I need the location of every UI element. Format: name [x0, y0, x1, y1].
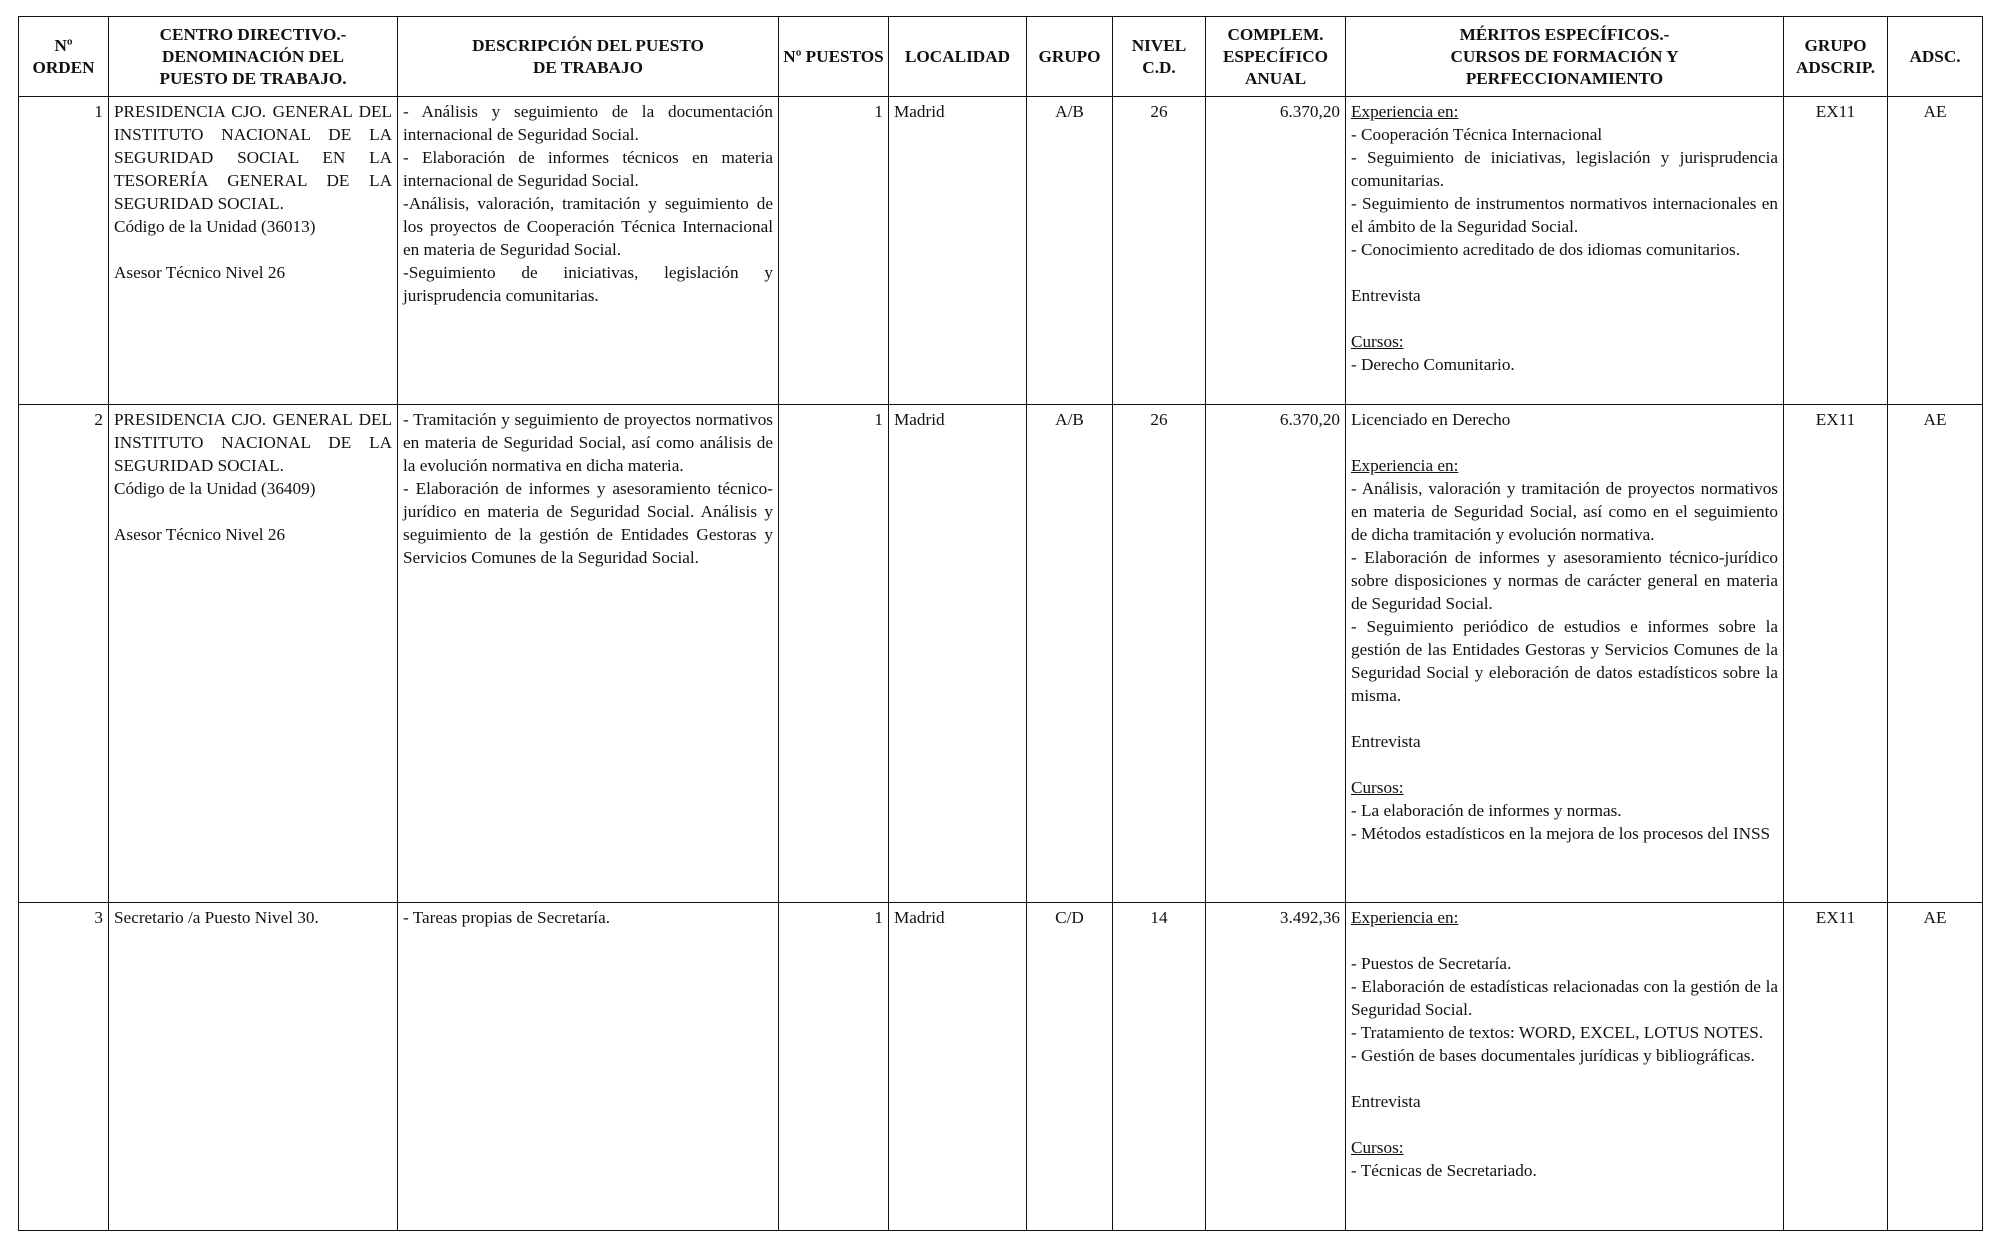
header-puestos: Nº PUESTOS	[779, 17, 889, 97]
header-complem: COMPLEM. ESPECÍFICO ANUAL	[1206, 17, 1346, 97]
cell-grupo-adscrip: EX11	[1784, 405, 1888, 903]
cell-grupo-adscrip: EX11	[1784, 903, 1888, 1231]
header-row	[19, 17, 1983, 97]
cell-localidad: Madrid	[889, 405, 1027, 903]
cell-localidad: Madrid	[889, 903, 1027, 1231]
cell-orden: 2	[19, 405, 109, 903]
cell-grupo: C/D	[1027, 903, 1113, 1231]
header-centro: CENTRO DIRECTIVO.- DENOMINACIÓN DEL PUESTO DE TRABAJO.	[109, 17, 398, 97]
cell-meritos: Experiencia en: - Puestos de Secretaría. - Elaboración de estadísticas relacionadas con la gestión de la Seguridad Social. - Tratamiento de textos: WORD, EXCEL, LOTUS NOTES. - Gestión de bases documentales jurídicas y bibliográficas. Entrevista Cursos: - Técnicas de Secretariado.	[1346, 903, 1784, 1231]
cell-complem: 6.370,20	[1206, 405, 1346, 903]
header-nivel: NIVEL C.D.	[1113, 17, 1206, 97]
cell-puestos: 1	[779, 903, 889, 1231]
cell-localidad: Madrid	[889, 97, 1027, 405]
header-descripcion: DESCRIPCIÓN DEL PUESTO DE TRABAJO	[398, 17, 779, 97]
job-positions-table	[18, 16, 1983, 1231]
cell-meritos: Experiencia en: - Cooperación Técnica Internacional - Seguimiento de iniciativas, legislación y jurisprudencia comunitarias. - Seguimiento de instrumentos normativos internacionales en el ámbito de la Seguridad Social. - Conocimiento acreditado de dos idiomas comunitarios. Entrevista Cursos: - Derecho Comunitario.	[1346, 97, 1784, 405]
cell-nivel: 26	[1113, 405, 1206, 903]
cell-puestos: 1	[779, 97, 889, 405]
cell-adsc: AE	[1888, 903, 1983, 1231]
cell-grupo: A/B	[1027, 405, 1113, 903]
cell-descripcion: - Tramitación y seguimiento de proyectos normativos en materia de Seguridad Social, así como análisis de la evolución normativa en dicha materia. - Elaboración de informes y asesoramiento técnico-jurídico en materia de Seguridad Social. Análisis y seguimiento de la gestión de Entidades Gestoras y Servicios Comunes de la Seguridad Social.	[398, 405, 779, 903]
cell-centro: PRESIDENCIA CJO. GENERAL DEL INSTITUTO NACIONAL DE LA SEGURIDAD SOCIAL EN LA TESORERÍA GENERAL DE LA SEGURIDAD SOCIAL. Código de la Unidad (36013) Asesor Técnico Nivel 26	[109, 97, 398, 405]
cell-grupo: A/B	[1027, 97, 1113, 405]
cell-adsc: AE	[1888, 405, 1983, 903]
cell-nivel: 26	[1113, 97, 1206, 405]
cell-meritos: Licenciado en Derecho Experiencia en: - Análisis, valoración y tramitación de proyectos normativos en materia de Seguridad Social, así como en el seguimiento de dicha tramitación y evolución normativa. - Elaboración de informes y asesoramiento técnico-jurídico sobre disposiciones y normas de carácter general en materia de Seguridad Social. - Seguimiento periódico de estudios e informes sobre la gestión de las Entidades Gestoras y Servicios Comunes de la Seguridad Social y eleboración de datos estadísticos sobre la misma. Entrevista Cursos: - La elaboración de informes y normas. - Métodos estadísticos en la mejora de los procesos del INSS	[1346, 405, 1784, 903]
document-page	[18, 16, 1982, 1231]
cell-grupo-adscrip: EX11	[1784, 97, 1888, 405]
cell-orden: 1	[19, 97, 109, 405]
experiencia-label: Experiencia en:	[1351, 456, 1459, 475]
cell-orden: 3	[19, 903, 109, 1231]
cell-puestos: 1	[779, 405, 889, 903]
header-grupo: GRUPO	[1027, 17, 1113, 97]
cell-nivel: 14	[1113, 903, 1206, 1231]
cell-complem: 3.492,36	[1206, 903, 1346, 1231]
cursos-label: Cursos:	[1351, 332, 1404, 351]
cell-centro: PRESIDENCIA CJO. GENERAL DEL INSTITUTO NACIONAL DE LA SEGURIDAD SOCIAL. Código de la Unidad (36409) Asesor Técnico Nivel 26	[109, 405, 398, 903]
cursos-label: Cursos:	[1351, 1138, 1404, 1157]
cell-adsc: AE	[1888, 97, 1983, 405]
cell-descripcion: - Análisis y seguimiento de la documentación internacional de Seguridad Social. - Elaboración de informes técnicos en materia internacional de Seguridad Social. -Análisis, valoración, tramitación y seguimiento de los proyectos de Cooperación Técnica Internacional en materia de Seguridad Social. -Seguimiento de iniciativas, legislación y jurisprudencia comunitarias.	[398, 97, 779, 405]
header-adsc: ADSC.	[1888, 17, 1983, 97]
cell-descripcion: - Tareas propias de Secretaría.	[398, 903, 779, 1231]
header-grupo-adscrip: GRUPO ADSCRIP.	[1784, 17, 1888, 97]
cell-complem: 6.370,20	[1206, 97, 1346, 405]
experiencia-label: Experiencia en:	[1351, 908, 1459, 927]
table-row	[19, 405, 1983, 903]
experiencia-label: Experiencia en:	[1351, 102, 1459, 121]
header-meritos: MÉRITOS ESPECÍFICOS.- CURSOS DE FORMACIÓN Y PERFECCIONAMIENTO	[1346, 17, 1784, 97]
cursos-label: Cursos:	[1351, 778, 1404, 797]
cell-centro: Secretario /a Puesto Nivel 30.	[109, 903, 398, 1231]
header-localidad: LOCALIDAD	[889, 17, 1027, 97]
header-orden: Nº ORDEN	[19, 17, 109, 97]
table-row	[19, 97, 1983, 405]
table-row	[19, 903, 1983, 1231]
